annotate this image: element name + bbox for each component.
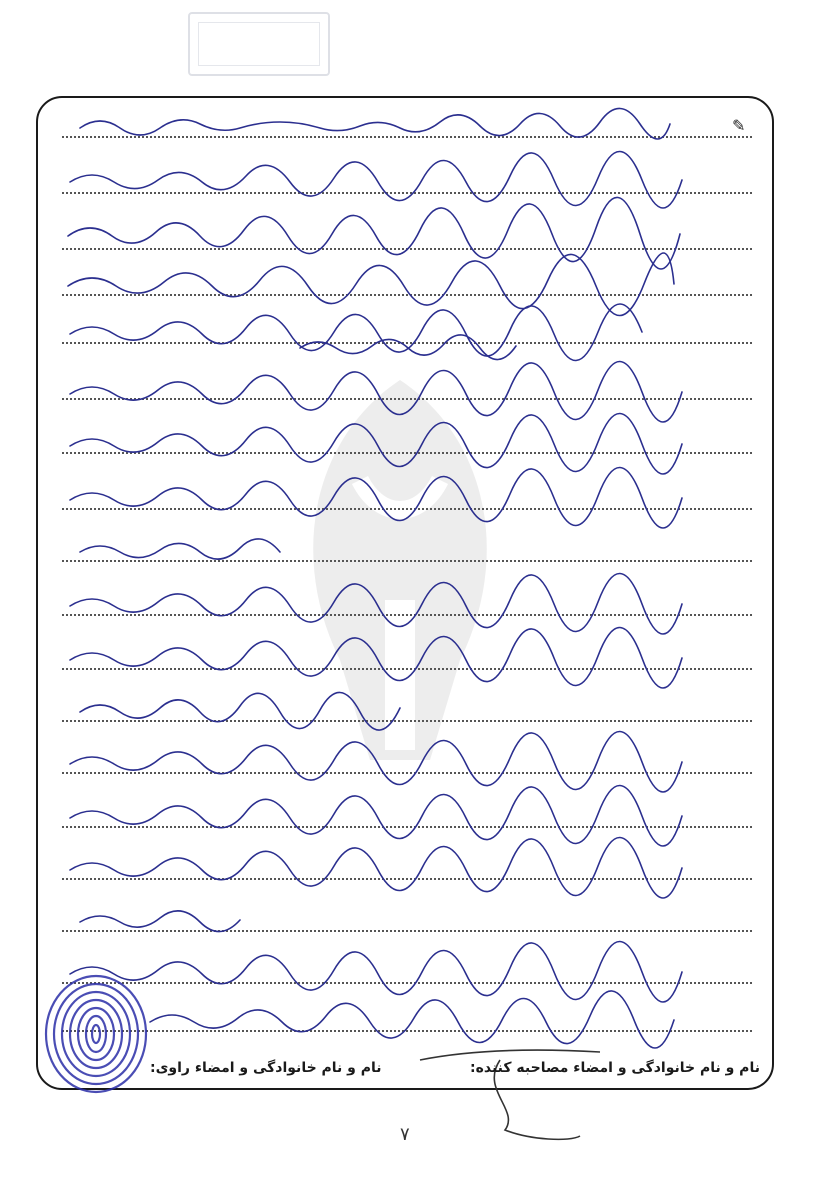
narrator-signature-label: نام و نام خانوادگی و امضاء راوی: (150, 1060, 382, 1076)
fingerprint (40, 972, 152, 1096)
pen-icon: ✎ (732, 116, 746, 135)
page-number: ۷ (400, 1124, 410, 1145)
interviewer-signature-label: نام و نام خانوادگی و امضاء مصاحبه کننده: (470, 1060, 760, 1076)
interviewer-signature (410, 1030, 620, 1150)
